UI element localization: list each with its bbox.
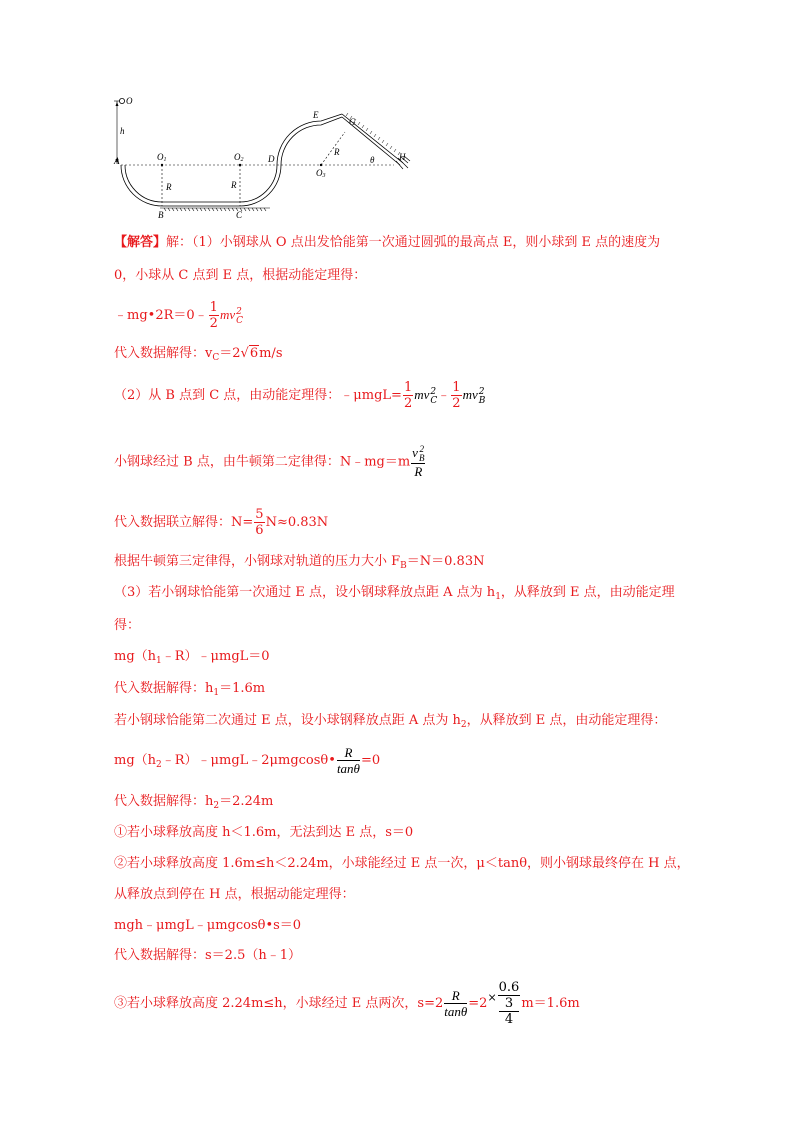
label-b: B [158,210,164,220]
label-h-point: H [399,152,406,162]
label-g: G [349,117,356,127]
label-r3: R [334,147,340,157]
solution-line-11: $mg(h_1﹣R)﹣\mu mgL=0$ [114,649,270,666]
solution-line-8: 根据牛顿第三定律得，小钢球对轨道的压力大小 $F_B=N=0.83N$ [114,554,485,571]
ground-hatch [160,208,270,211]
solution-line-17: ②若小球释放高度 1.6m≤h＜2.24m，小球能经过 E 点一次，μ＜tanθ，则小钢球最终停在 H 点， [114,856,690,871]
solution-line-16: ①若小球释放高度 h＜1.6m，无法到达 E 点，s＝0 [114,825,414,840]
label-r1: R [166,182,172,192]
solution-line-2: 0，小球从 C 点到 E 点，根据动能定理得： [114,268,367,283]
label-o: O [126,96,133,106]
equation-5: $mg(h_2﹣R)﹣\mu mgL﹣2\mu mgcos\theta•$ $\frac{R}{\tan\theta}$ =0 [114,745,381,776]
label-o2: O2 [234,152,244,163]
label-a: A [114,156,120,166]
label-o3: O3 [316,168,326,179]
solution-line-1: 【解答】解：（1）小钢球从 O 点出发恰能第一次通过圆弧的最高点 E，则小球到 E 点的速度为 [114,235,661,250]
label-o1: O1 [157,152,167,163]
solution-line-12: 代入数据解得：$h_1=1.6m$ [114,681,266,698]
solution-line-10: 得： [114,618,141,633]
solution-line-18: 从释放点到停在 H 点，根据动能定理得： [114,887,355,902]
solution-line-9: （3）若小钢球恰能第一次通过 E 点，设小钢球释放点距 A 点为 $h_1$，从释放到 E 点，由动能定理 [114,585,675,602]
label-c: C [236,210,243,220]
label-h: h [120,126,125,136]
solution-line-4: 代入数据解得：$v_C=2√6m/s$ [114,346,283,363]
ball-o [119,98,124,103]
label-d: D [268,154,275,164]
label-theta: θ [370,155,375,165]
equation-4: 代入数据联立解得：N= $\frac{5}{6}$ N≈0.83N [114,507,329,538]
equation-3: 小钢球经过 B 点，由牛顿第二定律得：N﹣mg＝m v 2 B R [114,444,425,479]
equation-6: ③若小球释放高度 2.24m≤h，小球经过 E 点两次，s=2 $\frac{R}{\tan\theta}$ =2× 0.6 3 4 m＝1.6m [114,980,580,1027]
solution-line-15: 代入数据解得：$h_2=2.24m$ [114,794,274,811]
label-r2: R [231,180,237,190]
solution-line-20: 代入数据解得：s＝2.5（h﹣1） [114,948,301,963]
physics-figure [112,90,417,220]
solution-line-19: mgh﹣μmgL﹣μmgcosθ•s＝0 [114,918,302,933]
equation-1: ﹣mg•2R＝0﹣ $\frac{1}{2}$ mv 2 C [114,300,243,331]
equation-2: （2）从 B 点到 C 点，由动能定理得：﹣μmgL= $\frac{1}{2}$ mv 2 C ﹣ $\frac{1}{2}$ mv 2 B [114,380,486,411]
solution-line-13: 若小钢球恰能第二次通过 E 点，设小球钢释放点距 A 点为 $h_2$，从释放到 E 点，由动能定理得： [114,713,667,730]
label-e: E [313,110,319,120]
